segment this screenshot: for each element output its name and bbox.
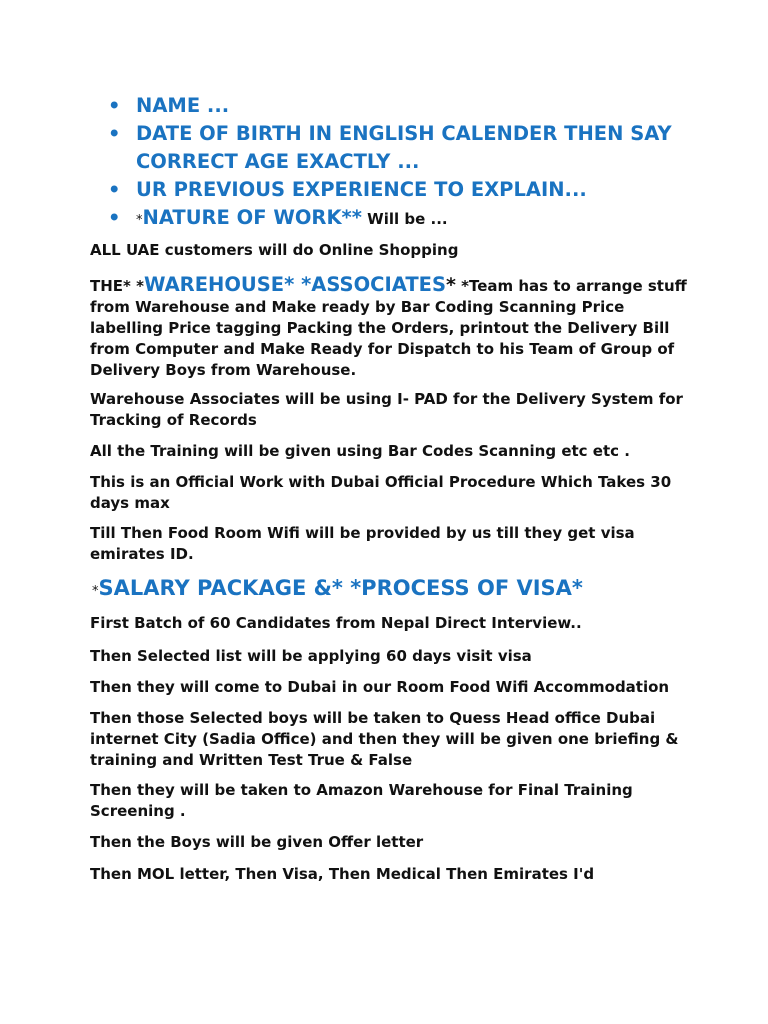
bullet-icon: • <box>108 122 121 145</box>
step-paragraph: Then those Selected boys will be taken to Quess Head office Dubai internet City (Sadia Office) and then they will be given one briefing & training and Written Test True & False <box>90 709 679 769</box>
step-paragraph: Then they will come to Dubai in our Room Food Wifi Accommodation <box>90 678 670 696</box>
warehouse-lead: THE* * <box>90 277 144 295</box>
bullet-icon: • <box>108 206 121 229</box>
bullet-icon: • <box>108 94 121 117</box>
step-paragraph: Then Selected list will be applying 60 days visit visa <box>90 647 532 665</box>
bullet-text: DATE OF BIRTH IN ENGLISH CALENDER THEN SAY CORRECT AGE EXACTLY ... <box>136 122 672 173</box>
list-item-experience <box>108 176 708 204</box>
requirements-list <box>108 92 708 235</box>
list-item-nature-of-work <box>108 204 708 235</box>
asterisk-prefix: * <box>136 213 143 228</box>
paragraph-training: All the Training will be given using Bar Codes Scanning etc etc . <box>90 442 630 460</box>
warehouse-highlight: WAREHOUSE* *ASSOCIATES <box>143 273 446 296</box>
step-paragraph: First Batch of 60 Candidates from Nepal Direct Interview.. <box>90 614 582 632</box>
bullet-text: UR PREVIOUS EXPERIENCE TO EXPLAIN... <box>136 178 587 201</box>
paragraph-warehouse-associates <box>90 274 690 381</box>
step-paragraph: Then they will be taken to Amazon Warehouse for Final Training Screening . <box>90 781 633 820</box>
step-paragraph: Then MOL letter, Then Visa, Then Medical Then Emirates I'd <box>90 865 595 883</box>
salary-heading-text: SALARY PACKAGE &* *PROCESS OF VISA* <box>98 576 583 600</box>
bullet-text: NATURE OF WORK** <box>142 206 362 229</box>
paragraph-ipad: Warehouse Associates will be using I- PAD for the Delivery System for Tracking of Records <box>90 390 683 429</box>
list-item-name <box>108 92 708 120</box>
warehouse-body: *Team has to arrange stuff from Warehouse and Make ready by Bar Coding Scanning Price labelling Price tagging Packing the Orders, printout the Delivery Bill from Computer and Make Ready for Dispatch to his Team of Group of Delivery Boys from Warehouse. <box>90 277 687 379</box>
paragraph-official-work: This is an Official Work with Dubai Official Procedure Which Takes 30 days max <box>90 473 672 512</box>
paragraph-food-room: Till Then Food Room Wifi will be provided by us till they get visa emirates ID. <box>90 524 635 563</box>
step-paragraph: Then the Boys will be given Offer letter <box>90 833 424 851</box>
bullet-text: NAME ... <box>136 94 230 117</box>
warehouse-star: * <box>445 274 456 296</box>
bullet-icon: • <box>108 178 121 201</box>
asterisk-prefix: * <box>92 584 99 599</box>
paragraph-online-shopping: ALL UAE customers will do Online Shopping <box>90 241 459 259</box>
bullet-suffix: Will be ... <box>361 210 448 228</box>
section-heading-salary <box>92 574 692 606</box>
list-item-dob <box>108 120 708 176</box>
